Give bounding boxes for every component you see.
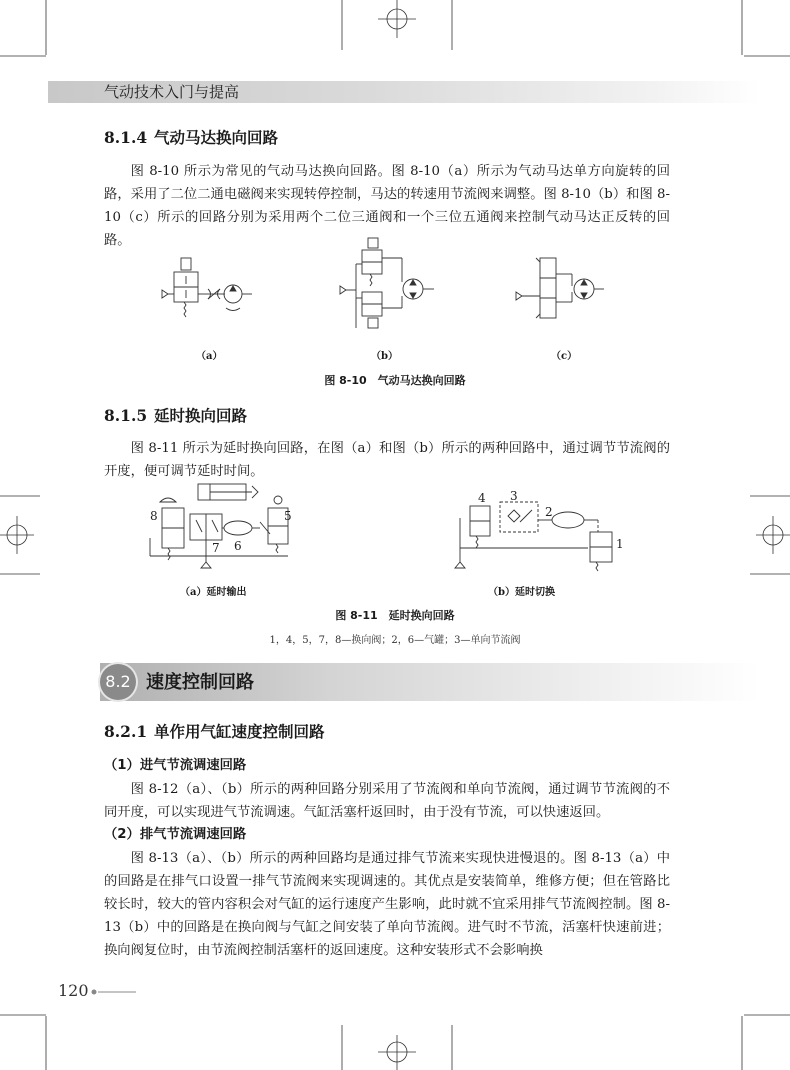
figure-8-11-diagram	[140, 478, 640, 578]
paragraph-8-1-4: 图 8-10 所示为常见的气动马达换向回路。图 8-10（a）所示为气动马达单方向旋转的回路，采用了二位二通电磁阀来实现转停控制，马达的转速用节流阀来调整。图 8-10（b）和图 8-10（c）所示的回路分别为采用两个二位三通阀和一个三位五通阀来控制气动马达正反转的回路。	[104, 164, 670, 248]
subsection-title-2: （2）排气节流调速回路	[104, 827, 247, 842]
section-heading-8-1-4	[104, 128, 278, 148]
paragraph-8-2-1-1: 图 8-12（a）、（b）所示的两种回路分别采用了节流阀和单向节流阀，通过调节节流阀的不同开度，可以实现进气节流调速。气缸活塞杆返回时，由于没有节流，可以快速返回。	[104, 782, 670, 820]
section-number: 8.1.5	[104, 406, 148, 425]
label-1: 1	[616, 537, 624, 551]
section-badge: 8.2	[100, 664, 136, 700]
label-5: 5	[284, 509, 292, 523]
page-number: 120	[58, 981, 89, 1000]
fig-8-10-c-label: （c）	[551, 351, 578, 362]
fig-8-11-a-label: （a）延时输出	[180, 587, 247, 598]
fig-11a-circuit	[150, 484, 288, 568]
fig-8-10-a-label: （a）	[196, 351, 223, 362]
fig-c-circuit	[516, 258, 604, 318]
label-4: 4	[478, 491, 486, 505]
paragraph-8-2-1-2: 图 8-13（a）、（b）所示的两种回路均是通过排气节流来实现快进慢退的。图 8-13（a）中的回路是在排气口设置一排气节流阀来实现调速的。其优点是安装简单，维修方便；但在管路比较长时，较大的管内容积会对气缸的运行速度产生影响，此时就不宜采用排气节流阀控制。图 8-13（b）中的回路是在换向阀与气缸之间安装了单向节流阀。进气时不节流，活塞杆快速前进；换向阀复位时，由节流阀控制活塞杆的返回速度。这种安装形式不会影响换	[104, 851, 670, 958]
fig-8-11-caption: 图 8-11 延时换向回路	[335, 609, 455, 622]
page-number-decoration	[90, 988, 140, 996]
label-3: 3	[510, 489, 518, 503]
label-6: 6	[234, 539, 242, 553]
subsection-title-1: （1）进气节流调速回路	[104, 758, 247, 773]
section-title: 延时换向回路	[154, 406, 248, 425]
section-number: 8.1.4	[104, 128, 148, 147]
section-title-8-2: 速度控制回路	[146, 672, 254, 693]
fig-8-11-legend: 1，4，5，7，8—换向阀；2，6—气罐；3—单向节流阀	[269, 635, 521, 646]
fig-8-10-caption: 图 8-10 气动马达换向回路	[324, 374, 466, 387]
section-number: 8.2.1	[104, 722, 148, 741]
fig-11b-circuit	[455, 502, 612, 571]
section-heading-8-1-5	[104, 406, 247, 426]
section-heading-8-2-1	[104, 722, 325, 742]
label-8: 8	[150, 509, 158, 523]
section-title: 气动马达换向回路	[154, 128, 279, 147]
figure-8-10-diagram	[140, 236, 640, 341]
label-2: 2	[545, 505, 553, 519]
fig-8-11-b-label: （b）延时切换	[488, 587, 555, 598]
fig-a-circuit	[162, 258, 252, 317]
running-title: 气动技术入门与提高	[104, 83, 240, 101]
fig-8-10-b-label: （b）	[371, 351, 398, 362]
section-title: 单作用气缸速度控制回路	[154, 722, 325, 741]
fig-b-circuit	[340, 238, 434, 328]
label-7: 7	[212, 541, 220, 555]
paragraph-8-1-5: 图 8-11 所示为延时换向回路，在图（a）和图（b）所示的两种回路中，通过调节节流阀的开度，便可调节延时时间。	[104, 441, 670, 479]
